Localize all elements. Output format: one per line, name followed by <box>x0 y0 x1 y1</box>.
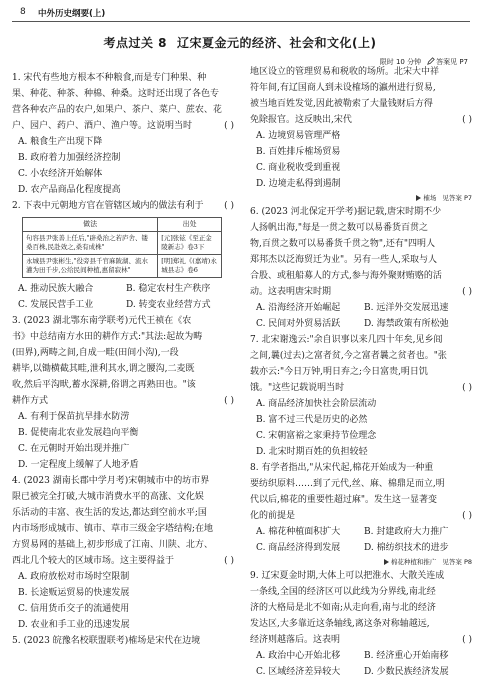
option-a[interactable]: A. 商品经济加快社会阶层流动 <box>256 399 377 409</box>
question-text-line: 人扬帆出海,"每是一贯之数可以易番货百贯之 <box>250 223 429 233</box>
left-column <box>12 70 234 649</box>
option-c[interactable]: C. 区域经济差异较大 <box>256 667 341 677</box>
option-d[interactable]: D. 边境走私得到遏制 <box>256 179 341 189</box>
question-9 <box>250 568 472 680</box>
option-d[interactable]: D. 农产品商品化程度提高 <box>18 185 121 195</box>
table-cell: 永城县尹张彬生,"役旁县千官麻陂湖、流水灌为田千步,公给民间种植,惠留寂林" <box>23 255 158 278</box>
option-a[interactable]: A. 政治中心开始北移 <box>256 651 341 661</box>
page-title <box>0 34 480 51</box>
option-b[interactable]: B. 促使南北农业发展趋向平衡 <box>18 428 139 438</box>
title-prefix: 考点过关 8 <box>103 36 168 50</box>
option-d[interactable]: D. 少数民族经济发展 <box>364 667 449 677</box>
topic-label: 榷场 <box>423 194 437 202</box>
question-text-line: 被当地百姓发觉,因此被勒索了大量钱财后方得 <box>250 99 433 109</box>
question-text-line: 3. (2023 湖北鄂东南学联考)元代王祯在《农 <box>12 316 192 326</box>
question-text-line: 4. (2023 湖南长郡中学月考)宋朝城市中的坊市界 <box>12 476 210 486</box>
option-d[interactable]: D. 棉纺织技术的进步 <box>364 543 449 553</box>
question-5-start <box>12 633 234 649</box>
option-a[interactable]: A. 边境贸易管理严格 <box>256 131 341 141</box>
question-text-line: 济的大格局是北不如南;从走向看,南与北的经济 <box>250 603 436 613</box>
question-text-line: 合股、或租船募人的方式,参与海外聚财贿赂的活 <box>250 271 442 281</box>
option-b[interactable]: B. 远洋外交发展迅速 <box>364 303 449 313</box>
question-3 <box>12 313 234 473</box>
question-2 <box>12 198 234 313</box>
title-main: 辽宋夏金元的经济、社会和文化(上) <box>177 36 377 50</box>
option-a[interactable]: A. 推动民族大融合 <box>18 284 94 294</box>
question-text-line: 动。这表明唐宋时期 <box>250 287 332 297</box>
question-text-line: 发达区,大多靠近这条轴线,离这条对称轴越远, <box>250 619 430 629</box>
book-title: 中外历史纲要(上) <box>38 9 106 19</box>
question-text-line: 郑邦杰以泛海贸迁为业"。另有一些人,采取与人 <box>250 255 438 265</box>
table-cell: [元]张铉《至正金陵新志》卷3下 <box>158 232 222 255</box>
question-5-cont <box>250 64 472 192</box>
question-7 <box>250 332 472 460</box>
option-c[interactable]: C. 信用货币交子的流通使用 <box>18 604 130 614</box>
option-b[interactable]: B. 经济重心开始南移 <box>364 651 449 661</box>
answer-bracket[interactable]: ( ) <box>462 383 472 393</box>
question-text-line: 8. 有学者指出,"从宋代起,棉花开始成为一种重 <box>250 463 434 473</box>
question-8 <box>250 460 472 556</box>
question-text-line: 9. 辽宋夏金时期,大体上可以把淮水、大散关连成 <box>250 571 445 581</box>
question-text-line: 代以后,棉花的重要性超过麻"。发生这一显著变 <box>250 495 438 505</box>
topic-tag <box>250 556 472 568</box>
question-text-line: 西北几个较大的区域市场。这主要得益于 <box>12 556 175 566</box>
option-c[interactable]: C. 民间对外贸易活跃 <box>256 319 341 329</box>
table-cell: [明]郑礼《(嘉靖)永城县志》卷6 <box>158 255 222 278</box>
arrow-icon <box>416 195 421 201</box>
question-text-line: 果、种花、种茶、种棉、种桑。这时还出现了各色专 <box>12 89 220 99</box>
answer-reference: 见答案 P8 <box>442 558 472 566</box>
question-text-line: 户、园户、药户、酒户、渔户等。这说明当时 <box>12 121 193 131</box>
option-a[interactable]: A. 粮食生产出现下降 <box>18 137 103 147</box>
question-4 <box>12 473 234 633</box>
option-b[interactable]: B. 政府着力加强经济控制 <box>18 153 121 163</box>
option-a[interactable]: A. 棉花种植面积扩大 <box>256 527 341 537</box>
question-text-line: 营各种农产品的农户,如果户、茶户、菜户、蔗农、花 <box>12 105 222 115</box>
option-d[interactable]: D. 一定程度上缓解了人地矛盾 <box>18 460 139 470</box>
option-b[interactable]: B. 封建政府大力推广 <box>364 527 449 537</box>
option-c[interactable]: C. 商品经济得到发展 <box>256 543 341 553</box>
question-text-line: 1. 宋代有些地方根本不种粮食,而是专门种果、种 <box>12 73 207 83</box>
table-row <box>23 255 222 278</box>
question-text-line: 6. (2023 河北保定开学考)据记载,唐宋时期不少 <box>250 207 442 217</box>
table-header: 做法 <box>23 218 158 232</box>
question-6 <box>250 204 472 332</box>
arrow-icon <box>384 559 389 565</box>
option-c[interactable]: C. 发展民营手工业 <box>18 300 94 310</box>
question-text-line: 书》中总结南方水田的耕作方式:"其法:起故为畴 <box>12 332 203 342</box>
question-text-line: 一条线,全国的经济区可以此线为分界线,南北经 <box>250 587 436 597</box>
question-text-line: 乐活动的丰富、夜生活的发达,都达到空前水平;国 <box>12 508 207 518</box>
question-text-line: 地区设立的管理贸易和税收的场所。北宋大中祥 <box>250 67 440 77</box>
source-table <box>22 217 222 278</box>
table-header: 出处 <box>158 218 222 232</box>
question-text-line: 载亦云:"今日万钟,明日弃之;今日富贵,明日饥 <box>250 367 428 377</box>
option-b[interactable]: B. 百姓排斥榷场贸易 <box>256 147 341 157</box>
question-text-line: 之间,曩(过去)之富者贫,今之富者曩之贫者也。"张 <box>250 351 447 361</box>
time-limit: 限时 10 分钟 <box>379 58 422 66</box>
answer-bracket[interactable]: ( ) <box>462 635 472 645</box>
option-c[interactable]: C. 小农经济开始解体 <box>18 169 103 179</box>
header-divider <box>12 21 470 22</box>
question-text-line: 免除报官。这反映出,宋代 <box>250 115 352 125</box>
option-d[interactable]: D. 北宋时期百姓的负担较轻 <box>256 447 368 457</box>
answer-bracket[interactable]: ( ) <box>224 201 234 211</box>
question-text-line: 收,然后平沟畎,蓄水深耕,俗谓之再熟田也。"该 <box>12 380 196 390</box>
option-b[interactable]: B. 长途贩运贸易的快速发展 <box>18 588 130 598</box>
option-a[interactable]: A. 政府放松对市场时空限制 <box>18 572 130 582</box>
question-text-line: 5. (2023 皖豫名校联盟联考)榷场是宋代在边境 <box>12 636 201 646</box>
option-c[interactable]: C. 在元朝时开始出现并推广 <box>18 444 130 454</box>
question-text-line: (田界),两畴之间,自成一畦(田间小沟),一段 <box>12 348 179 358</box>
right-column <box>250 64 472 680</box>
answer-bracket[interactable]: ( ) <box>462 287 472 297</box>
question-text-line: 内市场形成城市、镇市、草市三级金字塔结构;在地 <box>12 524 214 534</box>
question-text-line: 符年间,有辽国商人到未设榷场的瀛州进行贸易, <box>250 83 436 93</box>
option-a[interactable]: A. 有利于保苗抗旱排水防涝 <box>18 412 130 422</box>
option-c[interactable]: C. 宋朝富裕之家秉持节俭理念 <box>256 431 377 441</box>
question-text-line: 化的前提是 <box>250 511 296 521</box>
question-text-line: 物,百贯之数可以易番货千贯之物",还有"四明人 <box>250 239 436 249</box>
answer-bracket[interactable]: ( ) <box>224 121 234 131</box>
option-d[interactable]: D. 海禁政策有所松弛 <box>364 319 449 329</box>
question-text-line: 耕毕,以锄横截其畦,泄利其水,谓之腰沟,二麦既 <box>12 364 195 374</box>
option-d[interactable]: D. 转变农业经营方式 <box>126 300 211 310</box>
question-text-line: 要纺织原料……到了元代,丝、麻、棉鼎足而立,明 <box>250 479 445 489</box>
option-b[interactable]: B. 稳定农村生产秩序 <box>126 284 211 294</box>
answer-bracket[interactable]: ( ) <box>462 115 472 125</box>
option-a[interactable]: A. 沿海经济开始崛起 <box>256 303 341 313</box>
page-header <box>20 7 470 21</box>
answer-reference: 答案见 P7 <box>436 58 468 66</box>
table-cell: 句容县尹张善上任后,"辟桑治之若庐舍、镂桑百株,民赴效之,桑有成株" <box>23 232 158 255</box>
question-text-line: 方贸易网的基础上,初步形成了江南、川陕、北方、 <box>12 540 213 550</box>
question-text-line: 限已被完全打破,大城市消费水平的高涨、文化娱 <box>12 492 204 502</box>
option-b[interactable]: B. 富不过三代是历史的必然 <box>256 415 368 425</box>
page-number: 8 <box>20 7 26 17</box>
answer-bracket[interactable]: ( ) <box>224 396 234 406</box>
answer-bracket[interactable]: ( ) <box>462 511 472 521</box>
question-text-line: 耕作方式 <box>12 396 49 406</box>
topic-label: 棉花种植和推广 <box>390 558 437 566</box>
question-1 <box>12 70 234 198</box>
question-text-line: 2. 下表中元朝地方官在管辖区域内的做法有利于 <box>12 201 204 211</box>
table-row <box>23 232 222 255</box>
question-text-line: 7. 北宋谢逸云:"余自识事以来几四十年矣,见乡闾 <box>250 335 443 345</box>
question-text-line: 饿。"这些记载说明当时 <box>250 383 345 393</box>
question-text-line: 经济则越落后。这表明 <box>250 635 341 645</box>
answer-reference: 见答案 P7 <box>442 194 472 202</box>
answer-bracket[interactable]: ( ) <box>224 556 234 566</box>
option-d[interactable]: D. 农业和手工业的迅速发展 <box>18 620 130 630</box>
option-c[interactable]: C. 商业税收受到重视 <box>256 163 341 173</box>
topic-tag <box>250 192 472 204</box>
